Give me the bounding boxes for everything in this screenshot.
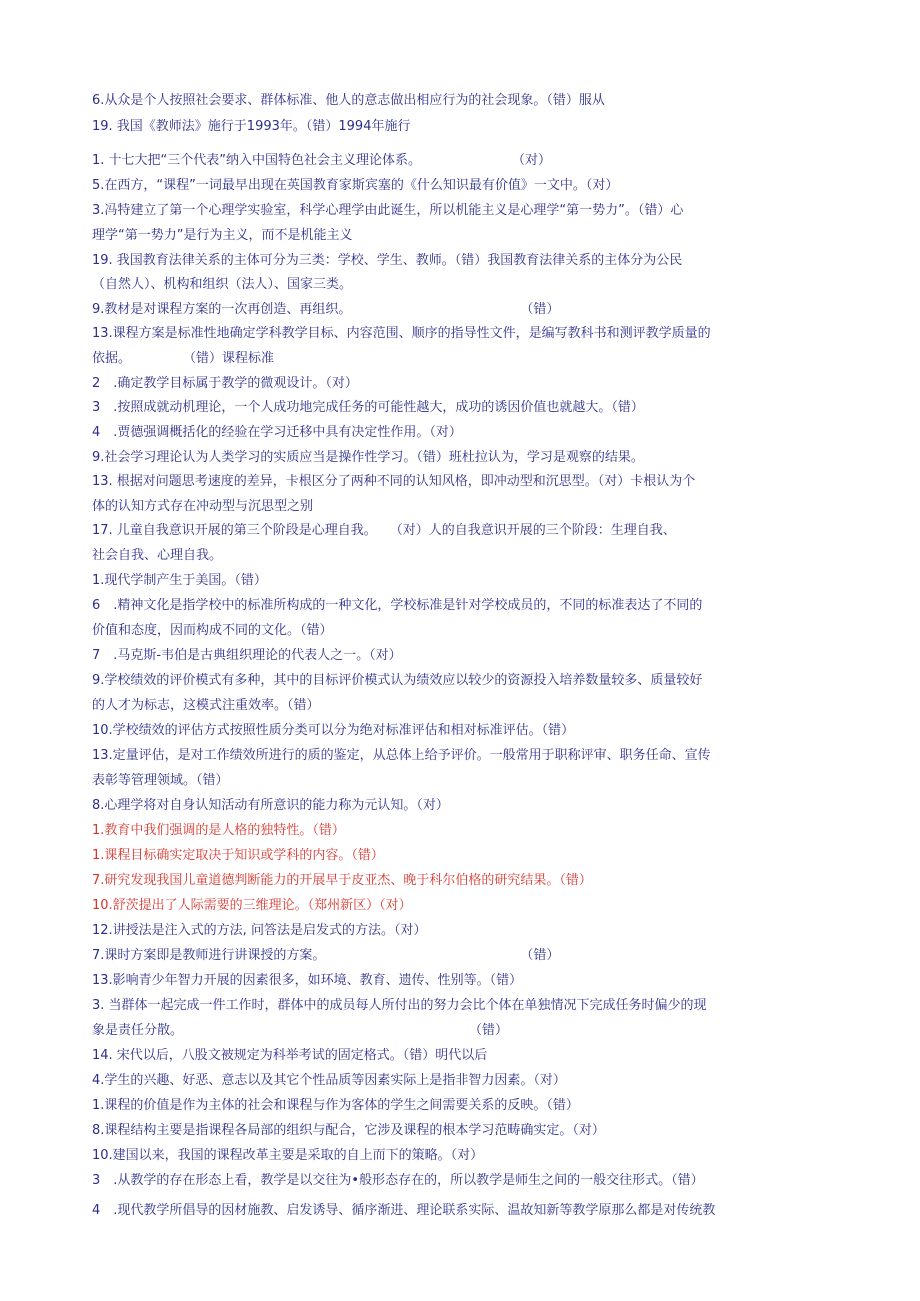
text-line: 13.影响青少年智力开展的因素很多，如环境、教育、遗传、性别等。（错）	[92, 973, 523, 988]
text-line: 10.建国以来，我国的课程改革主要是采取的自上而下的策略。（对）	[92, 1148, 484, 1163]
text-line: 10.舒茨提出了人际需要的三维理论。（郑州新区）（对）	[92, 898, 412, 913]
text-line: 13.课程方案是标准性地确定学科教学目标、内容范围、顺序的指导性文件，是编写教科书和测评教学质量的	[92, 326, 711, 341]
text-line: 19. 我国《教师法》施行于1993年。（错）1994年施行	[92, 119, 411, 134]
text-line: 3 .从教学的存在形态上看，教学是以交往为•般形态存在的，所以教学是师生之间的一般交往形式。（错）	[92, 1173, 704, 1188]
text-line: 3. 当群体一起完成一件工作时，群体中的成员每人所付出的努力会比个体在单独情况下完成任务时偏少的现	[92, 998, 707, 1013]
text-line: 9.教材是对课程方案的一次再创造、再组织。 （错）	[92, 302, 560, 317]
text-line: 17. 儿童自我意识开展的第三个阶段是心理自我。 （对）人的自我意识开展的三个阶段：生理自我、	[92, 523, 676, 538]
text-line: 8.课程结构主要是指课程各局部的组织与配合，它涉及课程的根本学习范畴确实定。（对）	[92, 1123, 605, 1138]
text-line: 7.研究发现我国儿童道德判断能力的开展早于皮亚杰、晚于科尔伯格的研究结果。（错）	[92, 873, 592, 888]
text-line: 13.定量评估，是对工作绩效所进行的质的鉴定，从总体上给予评价。一般常用于职称评审、职务任命、宣传	[92, 748, 711, 763]
text-line: 12.讲授法是注入式的方法, 问答法是启发式的方法。（对）	[92, 923, 427, 938]
text-line: 9.社会学习理论认为人类学习的实质应当是操作性学习。（错）班杜拉认为，学习是观察的结果。	[92, 450, 644, 465]
text-line: 13. 根据对问题思考速度的差异，卡根区分了两种不同的认知风格，即冲动型和沉思型。（对）卡根认为个	[92, 474, 696, 489]
text-line: 3 .按照成就动机理论，一个人成功地完成任务的可能性越大，成功的诱因价值也就越大。（错）	[92, 400, 644, 415]
text-line: 4.学生的兴趣、好恶、意志以及其它个性品质等因素实际上是指非智力因素。（对）	[92, 1073, 566, 1088]
text-line: 6.从众是个人按照社会要求、群体标准、他人的意志做出相应行为的社会现象。（错）服从	[92, 93, 605, 108]
text-line: 理学“第一势力”是行为主义，而不是机能主义	[92, 228, 353, 243]
text-line: 10.学校绩效的评估方式按照性质分类可以分为绝对标准评估和相对标准评估。（错）	[92, 723, 575, 738]
text-line: 的人才为标志，这模式注重效率。（错）	[92, 698, 320, 713]
text-line: （自然人）、机构和组织（法人）、国家三类。	[92, 277, 353, 292]
text-line: 7.课时方案即是教师进行讲课授的方案。 （错）	[92, 948, 560, 963]
text-line: 社会自我、心理自我。	[92, 548, 223, 563]
text-line: 1. 十七大把“三个代表”纳入中国特色社会主义理论体系。 （对）	[92, 153, 552, 168]
text-line: 7 .马克斯-韦伯是古典组织理论的代表人之一。（对）	[92, 648, 402, 663]
text-line: 依据。 （错）课程标准	[92, 351, 275, 366]
text-line: 6 .精神文化是指学校中的标准所构成的一种文化，学校标准是针对学校成员的，不同的标准表达了不同的	[92, 598, 703, 613]
text-line: 1.教育中我们强调的是人格的独特性。（错）	[92, 823, 345, 838]
text-line: 体的认知方式存在冲动型与沉思型之别	[92, 499, 314, 514]
text-line: 4 .现代教学所倡导的因材施教、启发诱导、循序渐进、理论联系实际、温故知新等教学原那么都是对传统教	[92, 1203, 716, 1218]
text-line: 价值和态度，因而构成不同的文化。（错）	[92, 623, 333, 638]
text-line: 1.课程目标确实定取决于知识或学科的内容。（错）	[92, 848, 384, 863]
text-line: 14. 宋代以后，八股文被规定为科举考试的固定格式。（错）明代以后	[92, 1048, 488, 1063]
text-line: 4 .贾德强调概括化的经验在学习迁移中具有决定性作用。（对）	[92, 425, 462, 440]
text-line: 象是责任分散。 （错）	[92, 1023, 509, 1038]
text-line: 9.学校绩效的评价模式有多种，其中的目标评价模式认为绩效应以较少的资源投入培养数量较多、质量较好	[92, 673, 703, 688]
text-line: 表彰等管理领域。（错）	[92, 773, 229, 788]
text-line: 1.现代学制产生于美国。（错）	[92, 573, 267, 588]
text-line: 2 .确定教学目标属于教学的微观设计。（对）	[92, 376, 358, 391]
text-line: 19. 我国教育法律关系的主体可分为三类：学校、学生、教师。（错）我国教育法律关系的主体分为公民	[92, 253, 683, 268]
text-line: 5.在西方，“课程”一词最早出现在英国教育家斯宾塞的《什么知识最有价值》一文中。（对）	[92, 178, 619, 193]
text-line: 3.冯特建立了第一个心理学实验室，科学心理学由此诞生，所以机能主义是心理学“第一势力”。（错）心	[92, 203, 684, 218]
text-line: 1.课程的价值是作为主体的社会和课程与作为客体的学生之间需要关系的反映。（错）	[92, 1098, 579, 1113]
text-line: 8.心理学将对自身认知活动有所意识的能力称为元认知。（对）	[92, 798, 449, 813]
